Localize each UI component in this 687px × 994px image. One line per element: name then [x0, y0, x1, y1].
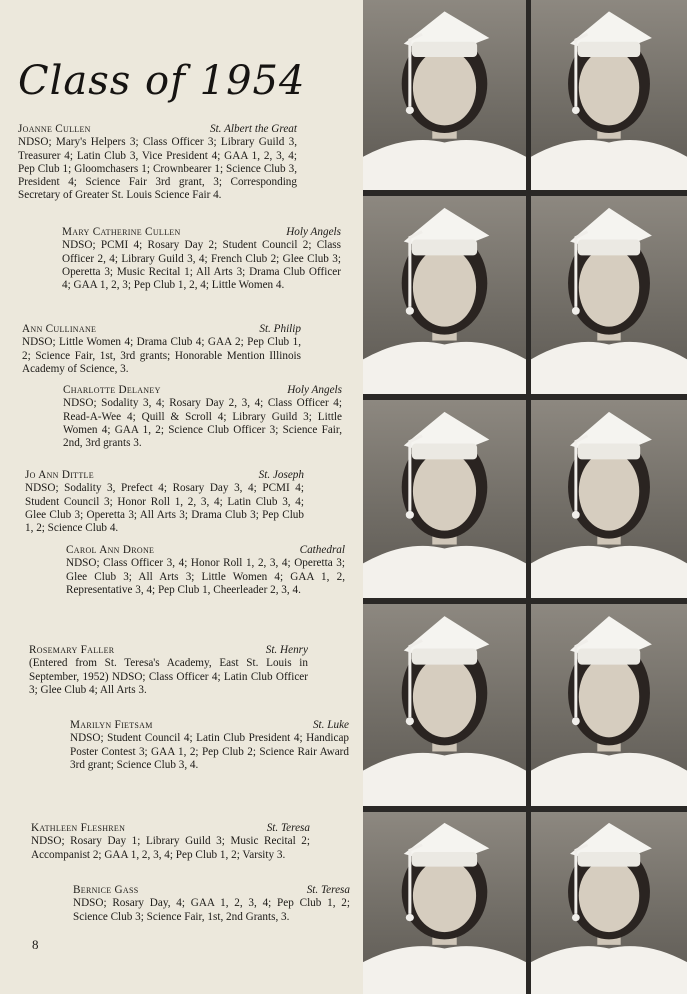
student-name: Kathleen Fleshren — [31, 822, 126, 834]
student-entry — [31, 822, 310, 862]
student-parish: St. Teresa — [306, 884, 350, 896]
student-parish: St. Philip — [259, 323, 301, 335]
portrait-grid — [363, 0, 687, 994]
graduation-portrait-image — [531, 812, 687, 994]
student-name: Ann Cullinane — [22, 323, 97, 335]
student-entry — [62, 226, 341, 292]
student-entry — [73, 884, 350, 924]
student-portrait — [531, 812, 687, 994]
student-activities: NDSO; Student Council 4; Latin Club President 4; Handicap Poster Contest 3; GAA 1, 2; Pep Club 2; Science Rair Award 3rd grant; Science Club 3, 4. — [70, 732, 349, 771]
student-portrait — [531, 604, 687, 806]
graduation-portrait-image — [531, 0, 687, 190]
graduation-portrait-image — [531, 604, 687, 806]
student-name: Charlotte Delaney — [63, 384, 161, 396]
student-entry — [22, 323, 301, 376]
student-entry — [18, 123, 297, 203]
student-portrait — [363, 812, 526, 994]
student-portrait — [531, 0, 687, 190]
student-parish: St. Albert the Great — [209, 123, 297, 135]
student-name: Mary Catherine Cullen — [62, 226, 181, 238]
page-title: Class of 1954 — [18, 58, 306, 104]
student-activities: NDSO; Mary's Helpers 3; Class Officer 3; Library Guild 3, Treasurer 4; Latin Club 3, Vice President 4; GAA 1, 2, 3, 4; Pep Club 1; Gloomchasers 1; Crownbearer 1; Science Club 3, President 4; Science Fair 3rd grant, 3; Corresponding Secretary of Greater St. Louis Science Fair 4. — [18, 136, 297, 202]
graduation-portrait-image — [531, 196, 687, 394]
student-name: Bernice Gass — [73, 884, 139, 896]
graduation-portrait-image — [363, 604, 526, 806]
student-activities: NDSO; Rosary Day, 4; GAA 1, 2, 3, 4; Pep Club 1, 2; Science Club 3; Science Fair, 1st, 2nd Grants, 3. — [73, 897, 350, 923]
student-portrait — [363, 604, 526, 806]
student-name: Carol Ann Drone — [66, 544, 155, 556]
graduation-portrait-image — [363, 400, 526, 598]
graduation-portrait-image — [531, 400, 687, 598]
student-name: Joanne Cullen — [18, 123, 91, 135]
student-parish: Cathedral — [299, 544, 345, 556]
student-parish: St. Teresa — [266, 822, 310, 834]
student-entry — [66, 544, 345, 597]
student-parish: St. Luke — [312, 719, 349, 731]
student-parish: St. Joseph — [258, 469, 304, 481]
graduation-portrait-image — [363, 196, 526, 394]
graduation-portrait-image — [363, 0, 526, 190]
student-portrait — [363, 196, 526, 394]
student-entry — [70, 719, 349, 772]
student-portrait — [363, 400, 526, 598]
student-parish: St. Henry — [265, 644, 308, 656]
student-activities: NDSO; Sodality 3, 4; Rosary Day 2, 3, 4; Class Officer 4; Read-A-Wee 4; Quill & Scroll 4; Library Guild 3; Little Women 4; GAA 1, 2; Science Club Officer 3; Science Fair, 2nd, 3rd grants 3. — [63, 397, 342, 450]
student-activities: NDSO; Little Women 4; Drama Club 4; GAA 2; Pep Club 1, 2; Science Fair, 1st, 3rd grants; Honorable Mention Illinois Academy of Science, 3. — [22, 336, 301, 375]
student-parish: Holy Angels — [287, 384, 342, 396]
student-entry — [29, 644, 308, 697]
graduation-portrait-image — [363, 812, 526, 994]
student-activities: (Entered from St. Teresa's Academy, East St. Louis in September, 1952) NDSO; Class Officer 4; Latin Club Officer 3; Glee Club 4; All Arts 3. — [29, 657, 308, 696]
student-name: Rosemary Faller — [29, 644, 115, 656]
page-number: 8 — [32, 937, 39, 952]
student-portrait — [531, 196, 687, 394]
student-portrait — [531, 400, 687, 598]
student-name: Marilyn Fietsam — [70, 719, 153, 731]
student-activities: NDSO; Sodality 3, Prefect 4; Rosary Day 3, 4; PCMI 4; Student Council 3; Honor Roll 1, 2, 3, 4; Latin Club 3, 4; Glee Club 3; Operetta 3; All Arts 3; Drama Club 3; Pep Club 1, 2; Science Club 4. — [25, 482, 304, 535]
student-portrait — [363, 0, 526, 190]
student-activities: NDSO; PCMI 4; Rosary Day 2; Student Council 2; Class Officer 2, 4; Library Guild 3, 4; French Club 2; Glee Club 3; Operetta 3; Music Recital 1; All Arts 3; Drama Club Officer 4; GAA 1, 2, 3; Pep Club 1, 2, 4; Little Women 4. — [62, 239, 341, 292]
student-entry — [25, 469, 304, 535]
student-parish: Holy Angels — [286, 226, 341, 238]
student-entry — [63, 384, 342, 450]
student-activities: NDSO; Rosary Day 1; Library Guild 3; Music Recital 2; Accompanist 2; GAA 1, 2, 3, 4; Pep Club 1, 2; Varsity 3. — [31, 835, 310, 861]
student-name: Jo Ann Dittle — [25, 469, 94, 481]
student-activities: NDSO; Class Officer 3, 4; Honor Roll 1, 2, 3, 4; Operetta 3; Glee Club 3; All Arts 3; Little Women 4; GAA 1, 2, Representative 3, 4; Pep Club 1, Cheerleader 2, 3, 4. — [66, 557, 345, 596]
